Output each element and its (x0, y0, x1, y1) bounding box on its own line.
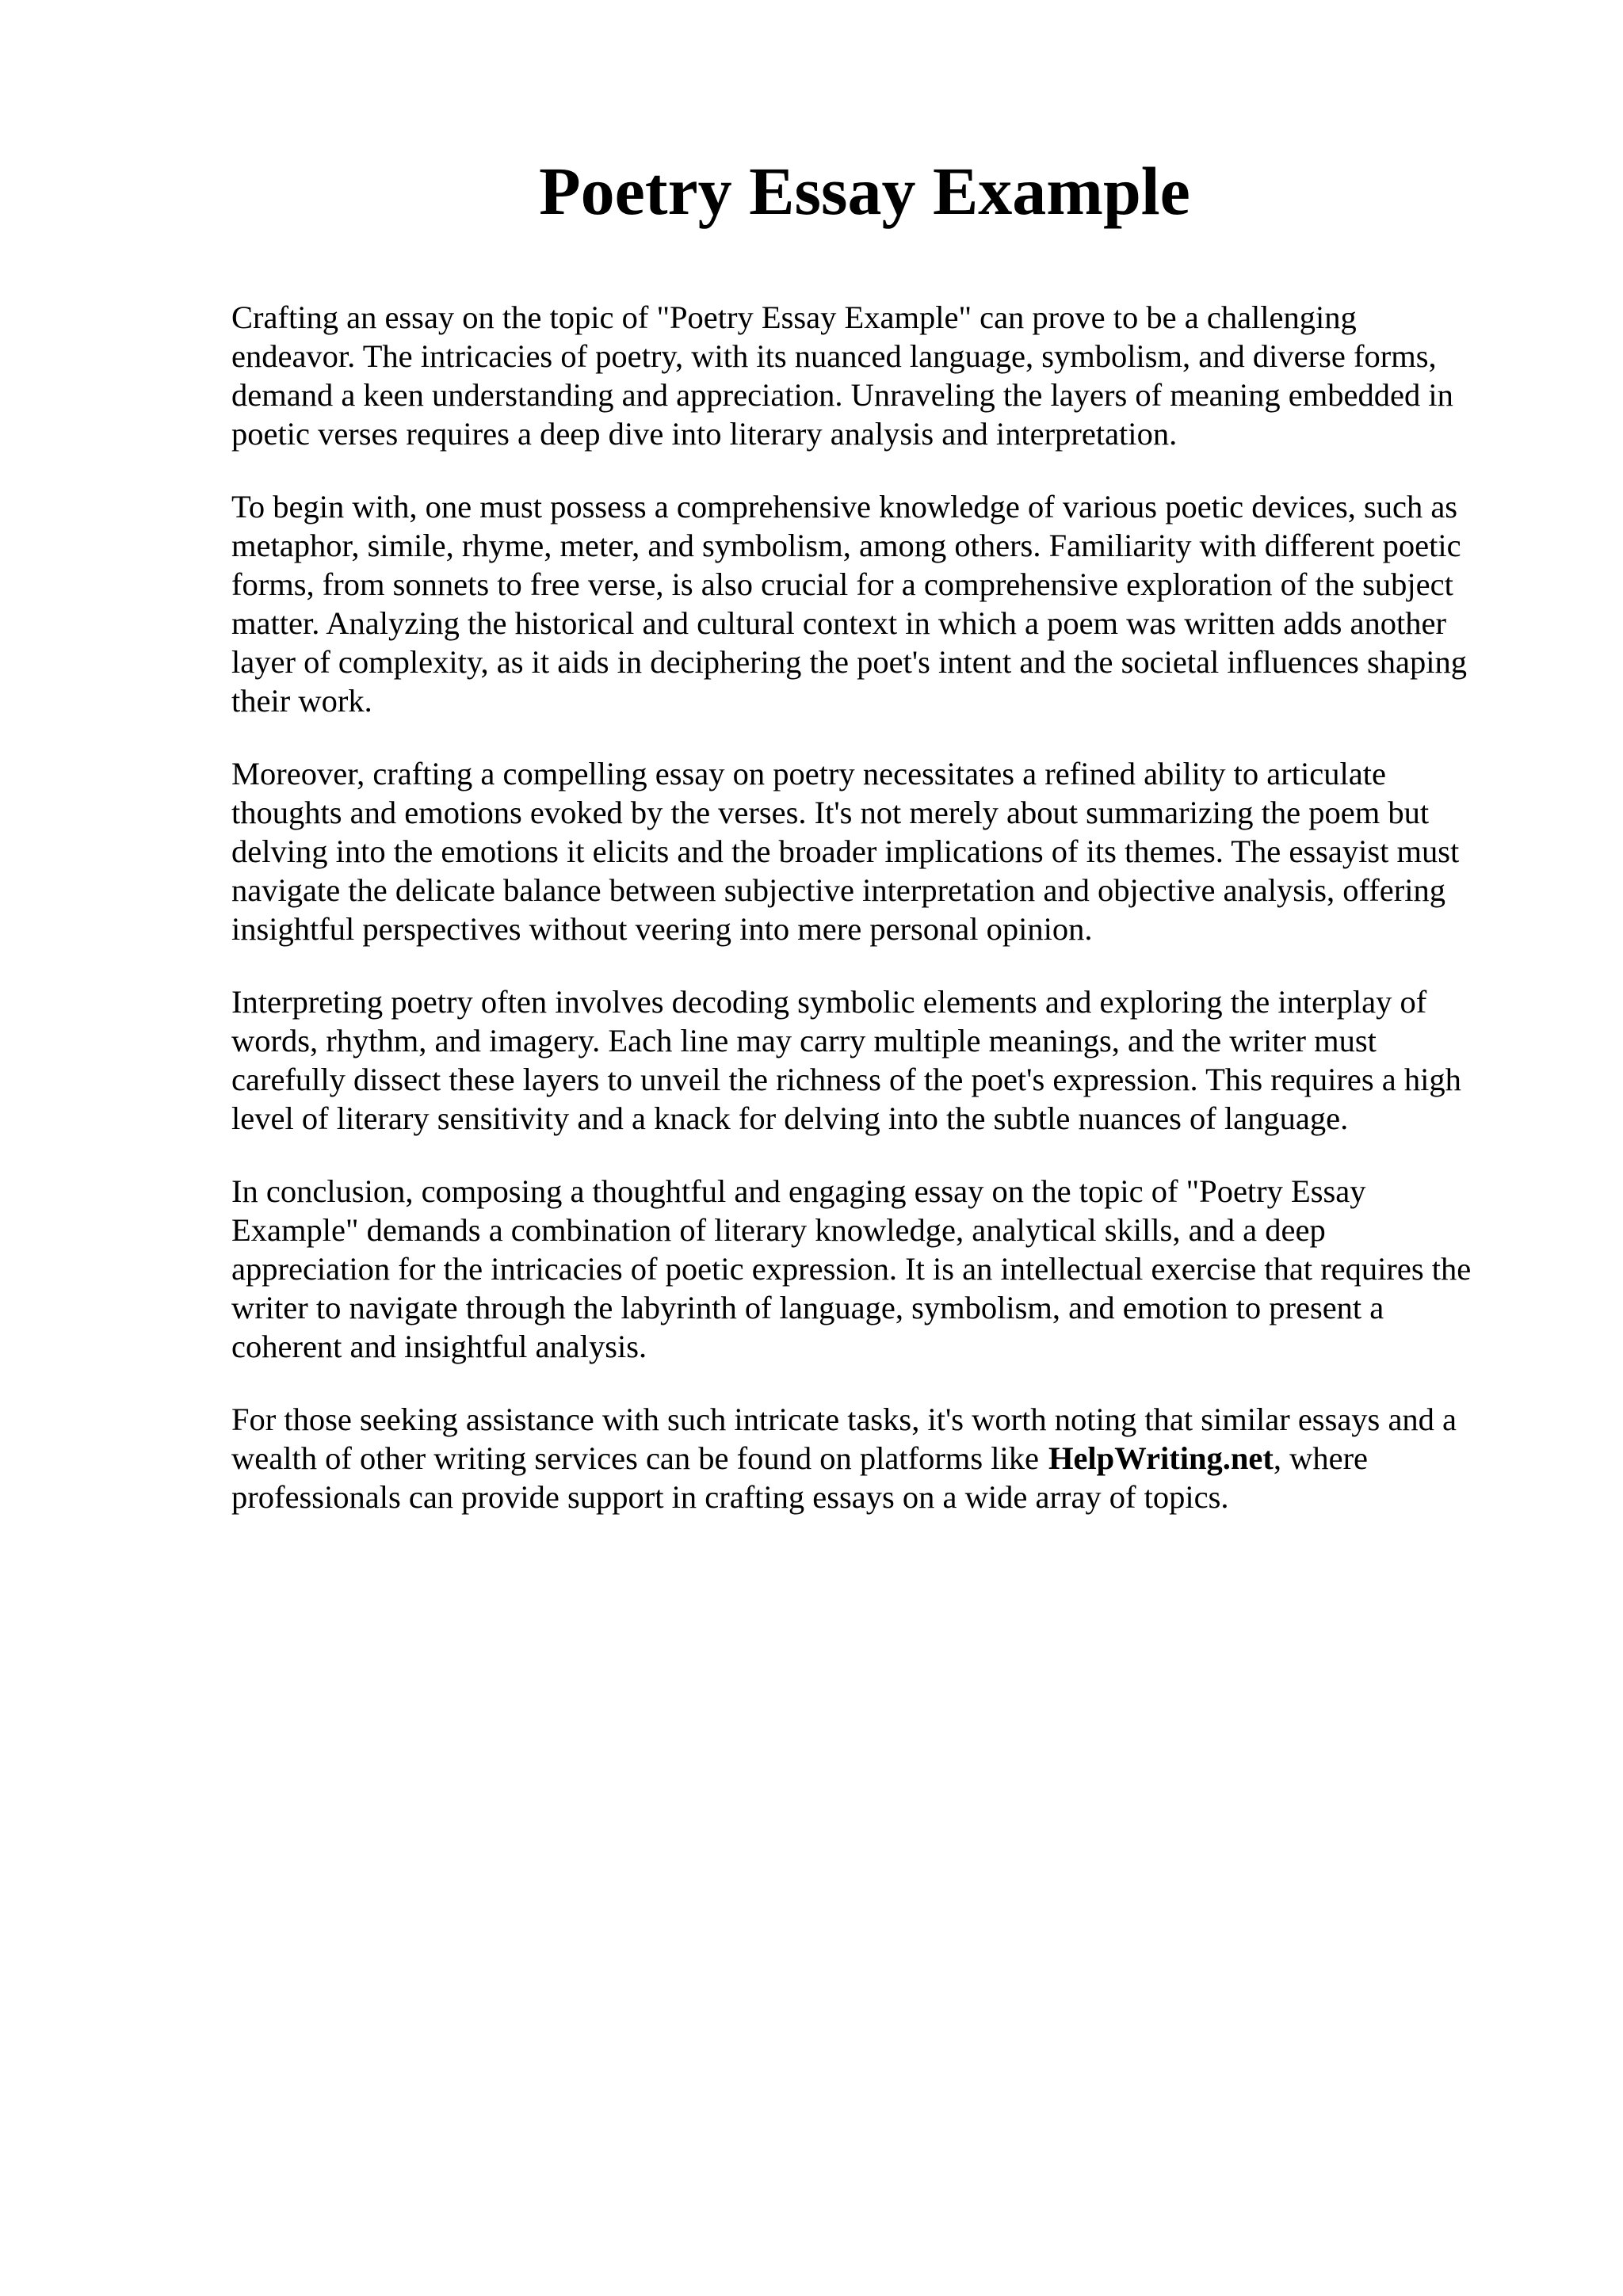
text-line: Interpreting poetry often involves decoding symbolic elements and exploring the interplay of (231, 984, 1427, 1020)
text-line: metaphor, simile, rhyme, meter, and symbolism, among others. Familiarity with different poetic (231, 528, 1461, 563)
text-line: layer of complexity, as it aids in deciphering the poet's intent and the societal influences shaping (231, 644, 1467, 680)
text-line: In conclusion, composing a thoughtful and engaging essay on the topic of "Poetry Essay (231, 1173, 1366, 1209)
text-line: writer to navigate through the labyrinth of language, symbolism, and emotion to present a (231, 1290, 1384, 1325)
text-line: coherent and insightful analysis. (231, 1329, 647, 1364)
text-line: insightful perspectives without veering into mere personal opinion. (231, 911, 1093, 947)
text-line: demand a keen understanding and appreciation. Unraveling the layers of meaning embedded in (231, 377, 1453, 413)
text-line: thoughts and emotions evoked by the verses. It's not merely about summarizing the poem but (231, 795, 1430, 830)
text-line: Moreover, crafting a compelling essay on poetry necessitates a refined ability to articulate (231, 756, 1386, 791)
text-line: endeavor. The intricacies of poetry, with its nuanced language, symbolism, and diverse forms, (231, 338, 1437, 374)
text-line: their work. (231, 683, 372, 719)
paragraph-intro (231, 298, 1515, 453)
essay-body (231, 298, 1515, 1550)
text-line: professionals can provide support in crafting essays on a wide array of topics. (231, 1479, 1229, 1515)
text-line: level of literary sensitivity and a knack for delving into the subtle nuances of language. (231, 1100, 1349, 1136)
text-line: appreciation for the intricacies of poetic expression. It is an intellectual exercise that requires the (231, 1251, 1472, 1287)
helpwriting-link[interactable]: HelpWriting.net (1048, 1440, 1274, 1476)
paragraph-devices (231, 487, 1515, 720)
text-line: matter. Analyzing the historical and cultural context in which a poem was written adds another (231, 605, 1446, 641)
paragraph-interpretation (231, 982, 1515, 1138)
text-line (231, 1439, 1515, 1478)
closing-text-before-link: wealth of other writing services can be found on platforms like (231, 1440, 1039, 1476)
text-line: delving into the emotions it elicits and the broader implications of its themes. The essayist must (231, 833, 1460, 869)
text-line: Example" demands a combination of literary knowledge, analytical skills, and a deep (231, 1212, 1326, 1248)
text-line: Crafting an essay on the topic of "Poetry Essay Example" can prove to be a challenging (231, 299, 1357, 335)
text-line: poetic verses requires a deep dive into literary analysis and interpretation. (231, 416, 1178, 452)
text-line: For those seeking assistance with such intricate tasks, it's worth noting that similar essays and a (231, 1402, 1457, 1437)
text-line: navigate the delicate balance between subjective interpretation and objective analysis, offering (231, 872, 1445, 908)
paragraph-closing (231, 1400, 1515, 1516)
text-line: To begin with, one must possess a comprehensive knowledge of various poetic devices, such as (231, 489, 1458, 524)
paragraph-conclusion (231, 1172, 1515, 1366)
text-line: forms, from sonnets to free verse, is also crucial for a comprehensive exploration of the subject (231, 566, 1453, 602)
text-line: carefully dissect these layers to unveil the richness of the poet's expression. This requires a high (231, 1062, 1461, 1097)
closing-text-after-link: , where (1273, 1440, 1369, 1476)
text-line: words, rhythm, and imagery. Each line may carry multiple meanings, and the writer must (231, 1023, 1377, 1058)
page-title: Poetry Essay Example (539, 153, 1190, 229)
paragraph-articulation (231, 754, 1515, 948)
